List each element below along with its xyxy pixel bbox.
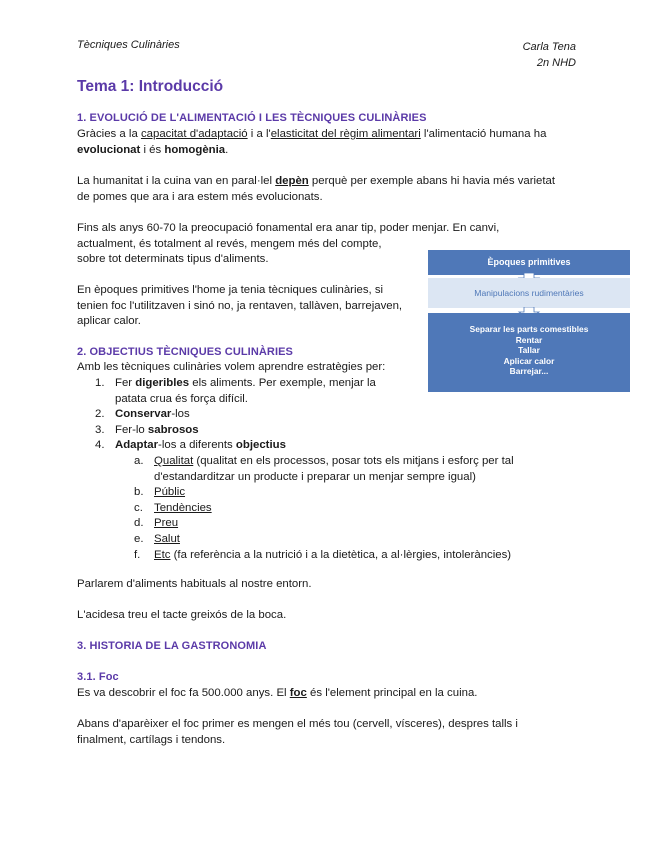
s2-paragraph-1: Parlarem d'aliments habituals al nostre entorn. [77,578,312,590]
diagram-action: Rentar [515,334,543,345]
section-2-heading: 2. OBJECTIUS TÈCNIQUES CULINÀRIES [77,346,293,358]
diagram-action: Tallar [518,345,540,356]
s2-intro: Amb les tècniques culinàries volem aprendre estratègies per: [77,361,386,373]
page-title: Tema 1: Introducció [77,78,224,95]
header-right [523,39,576,71]
s1-paragraph-4: En èpoques primitives l'home ja tenia tècniques culinàries, si tenien foc l'utilitzaven i sinó no, ja rentaven, tallàven, barrejaven, aplicar calor. [77,284,403,328]
diagram-box-rudimentary: Manipulacions rudimentàries [428,278,630,308]
s1-paragraph-2: La humanitat i la cuina van en paral·lel depèn perquè per exemple abans hi havia més varietat de pomes que ara i ara estem més evolucionats. [77,175,556,203]
author-name: Carla Tena [522,41,576,53]
section-1-heading: 1. EVOLUCIÓ DE L'ALIMENTACIÓ I LES TÈCNIQUES CULINÀRIES [77,112,427,124]
sub-list-item: b. Públic [134,486,186,499]
objectives-list [77,376,557,563]
diagram-action: Aplicar calor [503,355,555,366]
s1-paragraph-3: Fins als anys 60-70 la preocupació fonamental era anar tip, poder menjar. En canvi, actualment, és totalment al revés, mengem més del compte, sobre tot determinats tipus d'aliments. [77,222,500,266]
s3-paragraph-1: Es va descobrir el foc fa 500.000 anys. El foc és l'element principal en la cuina. [77,687,478,699]
sub-list-item: d. Preu [134,517,179,530]
sub-list-item: e. Salut [134,532,180,545]
sub-list-item: a. Qualitat (qualitat en els processos, posar tots els mitjans i esforç per tal d'estandarditzar un producte i preparar un menjar sempre igual) [134,454,514,483]
sub-list-item: f. Etc (fa referència a la nutrició i a la dietètica, a al·lèrgies, intoleràncies) [134,548,512,561]
list-item: 1. Fer digeribles els aliments. Per exemple, menjar la patata crua és força difícil. [95,377,376,405]
s2-paragraph-2: L'acidesa treu el tacte greixós de la boca. [77,609,287,621]
list-item: 2. Conservar-los [95,408,190,421]
author-class: 2n NHD [536,57,576,69]
list-item: 4. Adaptar-los a diferents objectius [95,439,286,452]
header-left: Tècniques Culinàries [77,39,180,51]
subsection-3-1-heading: 3.1. Foc [77,671,119,683]
sub-list-item: c. Tendències [134,501,212,514]
diagram-action: Barrejar... [509,366,549,377]
s3-paragraph-2: Abans d'aparèixer el foc primer es mengen el més tou (cervell, vísceres), despres talls i finalment, cartílags i tendons. [77,718,518,746]
primitive-techniques-diagram [428,250,630,392]
section-3-heading: 3. HISTORIA DE LA GASTRONOMIA [77,640,267,652]
diagram-box-primitive-eras: Èpoques primitives [428,250,630,275]
diagram-action: Separar les parts comestibles [469,324,589,334]
s1-paragraph-1: Gràcies a la capacitat d'adaptació i a l'elasticitat del règim alimentari l'alimentació humana ha evolucionat i és homogènia. [77,128,547,156]
list-item: 3. Fer-lo sabrosos [95,423,199,436]
